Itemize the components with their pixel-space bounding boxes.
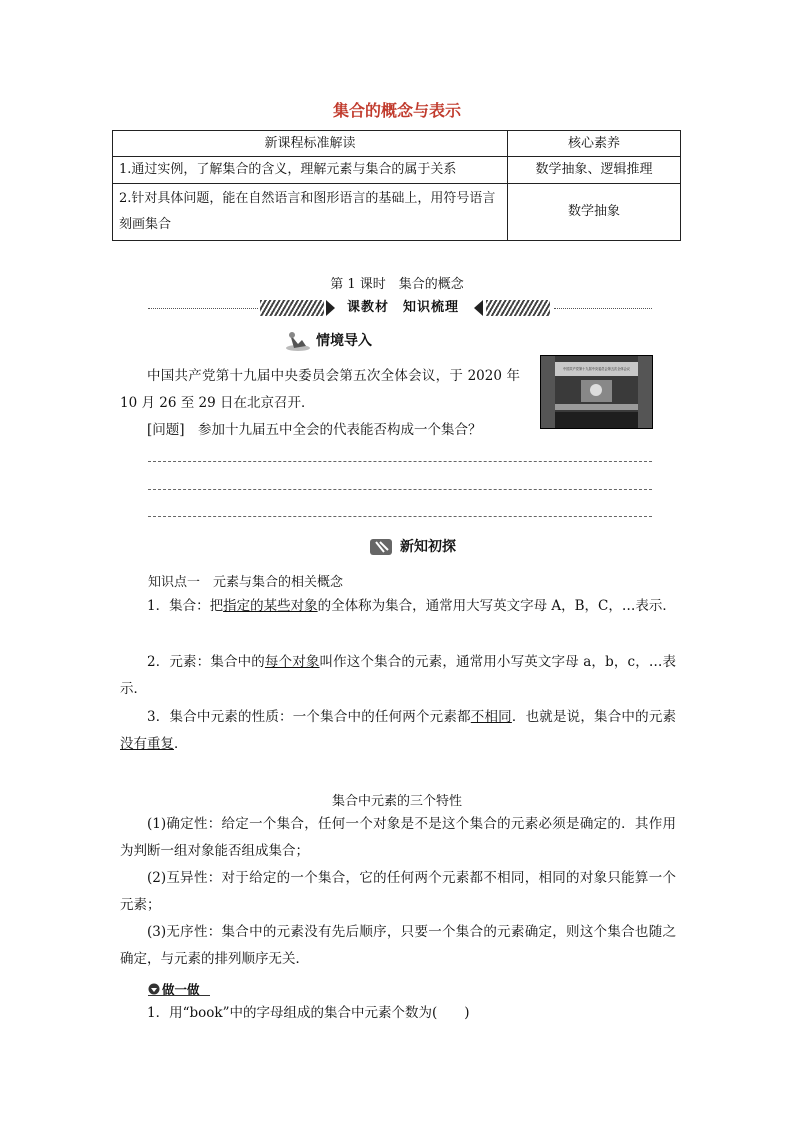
photo-banner-text: 中国共产党第十九届中央委员会第五次全体会议 [563,367,630,371]
page-title: 集合的概念与表示 [332,101,461,120]
text: 3．集合中元素的性质：一个集合中的任何两个元素都 [147,709,471,725]
arrow-right-icon [326,300,335,316]
table-row [113,184,681,241]
heart-icon [148,983,160,995]
answer-line [148,516,652,517]
section-new-knowledge [368,536,456,558]
lesson-heading: 第 1 课时 集合的概念 [330,277,464,292]
do-one-label: 做一做 [162,982,200,997]
section-scenario-title: 情境导入 [316,333,372,349]
property-definiteness: (1)确定性：给定一个集合，任何一个对象是不是这个集合的元素必须是确定的．其作用为判断一组对象能否组成集合； [120,816,676,859]
properties-title: 集合中元素的三个特性 [331,794,462,809]
knowledge-point-title: 知识点一 元素与集合的相关概念 [148,575,344,590]
table-cell-standard: 2.针对具体问题，能在自然语言和图形语言的基础上，用符号语言刻画集合 [113,184,508,241]
text: ． [174,736,188,752]
heading-underline [148,995,210,996]
property-unordered: (3)无序性：集合中的元素没有先后顺序，只要一个集合的元素确定，则这个集合也随之确定，与元素的排列顺序无关． [120,924,676,967]
underlined-term: 没有重复 [120,736,174,752]
table-cell-literacy: 数学抽象 [508,184,681,241]
underlined-term: 不相同 [470,709,512,725]
table-cell-literacy: 数学抽象、逻辑推理 [508,157,681,184]
exercise-1: 1．用“book”中的字母组成的集合中元素个数为( ) [147,1005,470,1021]
text: 叫作这个集合的元素，通常用小写英文字母 a，b，c，…表示． [120,654,677,697]
dotted-rule [148,308,258,309]
property-distinctness: (2)互异性：对于给定的一个集合，它的任何两个元素都不相同，相同的对象只能算一个元素； [120,870,676,913]
table-row [113,157,681,184]
table-header-literacy: 核心素养 [508,131,681,157]
hatch-decoration [260,300,324,316]
text: 1．集合：把 [147,598,224,614]
dotted-rule [554,308,652,309]
underlined-term: 每个对象 [264,654,320,670]
banner-label: 课教材 知识梳理 [346,300,459,315]
standards-table [112,130,681,241]
table-header-standard: 新课程标准解读 [113,131,508,157]
intro-paragraph: 中国共产党第十九届中央委员会第五次全体会议，于 2020 年 10 月 26 至 29 日在北京召开． [120,368,520,411]
text: 的全体称为集合，通常用大写英文字母 A，B，C，…表示． [317,598,676,614]
definition-property [120,704,676,758]
definition-element [120,649,676,703]
definition-set [120,593,676,620]
answer-line [148,461,652,462]
answer-line [148,489,652,490]
hand-pointer-icon [284,330,312,352]
do-one-heading [148,980,200,998]
hatch-decoration [486,300,550,316]
section-banner [148,298,652,320]
section-new-knowledge-title: 新知初探 [400,539,456,555]
question-paragraph: [问题] 参加十九届五中全会的代表能否构成一个集合？ [147,422,482,438]
text: 2．元素：集合中的 [147,654,265,670]
underlined-term: 指定的某些对象 [223,598,318,614]
plenary-photo [540,355,653,429]
arrow-left-icon [474,300,483,316]
section-scenario [284,330,372,352]
table-cell-standard: 1.通过实例，了解集合的含义，理解元素与集合的属于关系 [113,157,508,184]
book-icon [368,536,396,558]
text: ．也就是说，集合中的元素 [511,709,677,725]
